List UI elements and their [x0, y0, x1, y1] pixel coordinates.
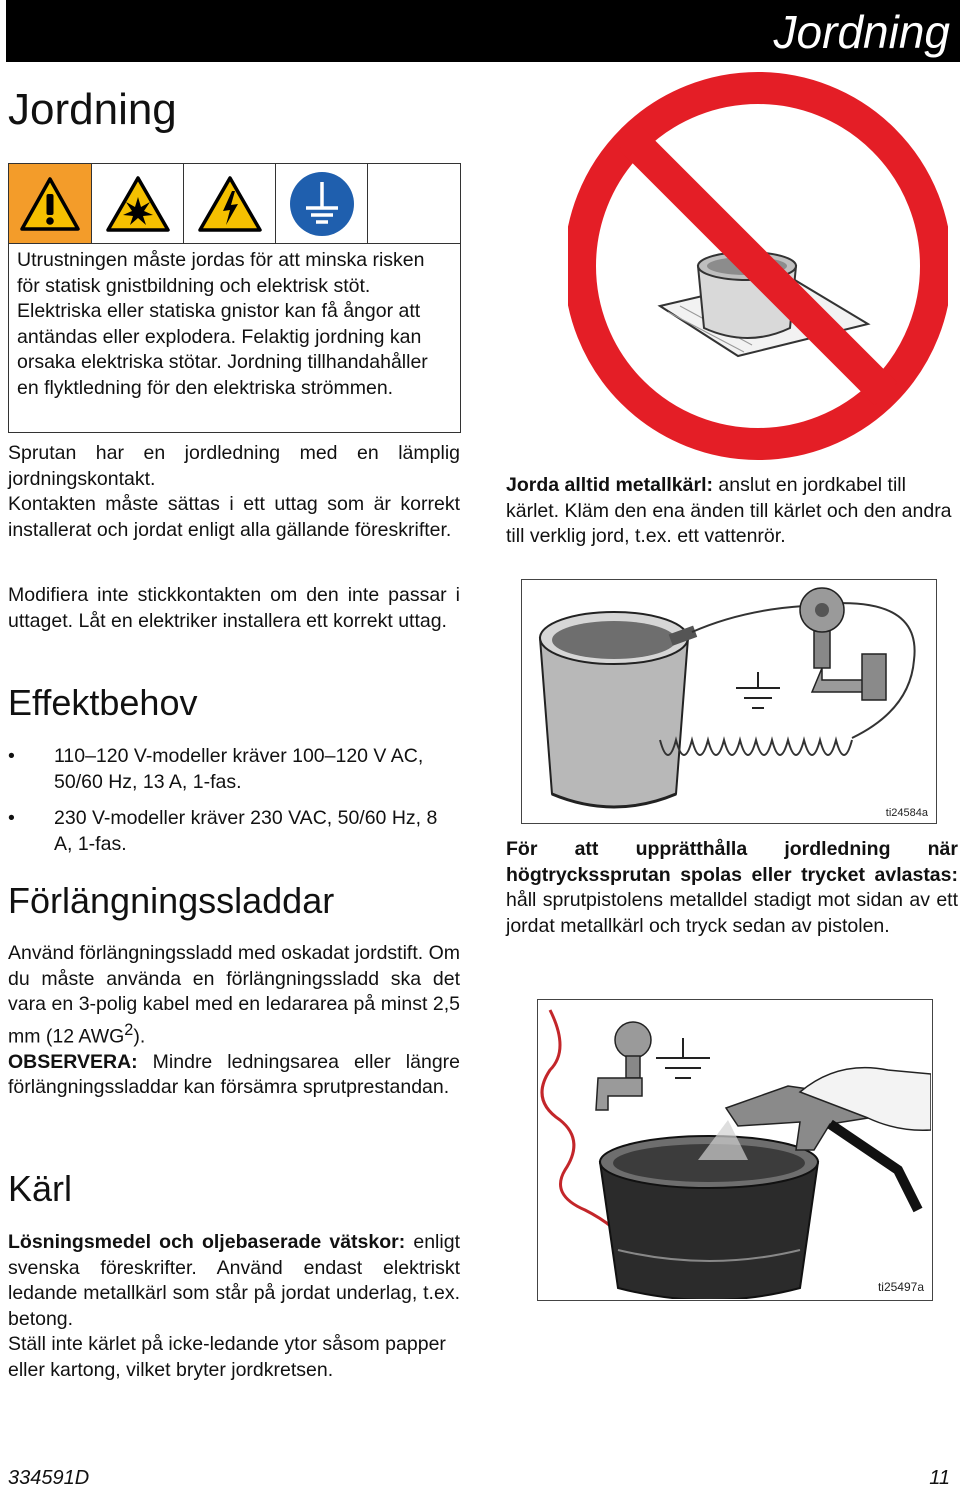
electric-shock-icon: [184, 164, 276, 243]
grounding-paragraph-3: Modifiera inte stickkontakten om den inte passar i uttaget. Låt en elektriker installera ett korrekt uttag.: [8, 584, 460, 632]
ground-pail-text: anslut en jordkabel till kärlet. Kläm den ena änden till kärlet och den andra till verklig jord, t.ex. ett vattenrör.: [506, 474, 952, 547]
power-heading: Effektbehov: [8, 682, 198, 723]
warning-icon-row: [9, 164, 460, 244]
doc-number: 334591D: [8, 1467, 90, 1489]
grounded-pail-figure: [521, 579, 937, 824]
header-title: Jordning: [773, 6, 950, 58]
grounding-paragraph-1: Sprutan har en jordledning med en lämplig jordningskontakt.: [8, 442, 460, 490]
spray-gun-pail-figure: [537, 999, 933, 1301]
flush-text: håll sprutpistolens metalldel stadigt mot sidan av ett jordat metallkärl och tryck sedan av pistolen.: [506, 889, 958, 937]
page-title: Jordning: [8, 85, 177, 134]
figure-tag: ti25497a: [877, 1280, 924, 1294]
figure-tag: ti24584a: [885, 807, 928, 819]
power-bullet-2: [8, 806, 458, 857]
pail-paragraph: [8, 1230, 460, 1383]
general-warning-icon: [9, 164, 92, 243]
extension-text-end: ).: [133, 1025, 146, 1047]
ground-pail-lead: Jorda alltid metallkärl:: [506, 474, 713, 496]
flush-lead: För att upprätthålla jordledning när högtryckssprutan spolas eller trycket avlastas:: [506, 838, 958, 886]
bullet-text: 110–120 V-modeller kräver 100–120 V AC, 50/60 Hz, 13 A, 1-fas.: [54, 745, 424, 793]
ground-symbol-icon: [276, 164, 368, 243]
extension-heading: Förlängningssladdar: [8, 880, 335, 921]
extension-paragraph: [8, 941, 460, 1101]
bullet-dot: •: [8, 745, 15, 767]
warning-box: [8, 163, 461, 433]
power-bullet-1: [8, 744, 458, 795]
grounding-paragraph-2: Kontakten måste sättas i ett uttag som är korrekt installerat och jordat enligt alla gällande föreskrifter.: [8, 493, 460, 541]
extension-text: Använd förlängningssladd med oskadat jordstift. Om du måste använda en förlängningssladd ska det vara en 3-polig kabel med en ledararea på minst 2,5 mm (12 AWG: [8, 942, 460, 1047]
prohibition-sign-illustration: [568, 66, 948, 466]
pail-lead: Lösningsmedel och oljebaserade vätskor:: [8, 1231, 406, 1253]
empty-icon-cell: [368, 164, 460, 243]
header-bar: [6, 0, 960, 62]
pail-text-2: Ställ inte kärlet på icke-ledande ytor såsom papper eller kartong, vilket bryter jordkretsen.: [8, 1333, 446, 1381]
page-number: 11: [929, 1467, 950, 1489]
note-label: OBSERVERA:: [8, 1050, 138, 1073]
pail-text-1: enligt svenska föreskrifter. Använd endast elektriskt ledande metallkärl som står på jordat underlag, t.ex. betong.: [8, 1231, 460, 1330]
superscript: 2: [124, 1020, 134, 1039]
explosion-hazard-icon: [92, 164, 184, 243]
note-text: Mindre ledningsarea eller längre förlängningssladdar kan försämra sprutprestandan.: [8, 1050, 460, 1098]
bullet-text: 230 V-modeller kräver 230 VAC, 50/60 Hz, 8 A, 1-fas.: [54, 807, 438, 855]
ground-pail-paragraph: [506, 473, 958, 550]
bullet-dot: •: [8, 807, 15, 829]
warning-text: Utrustningen måste jordas för att minska risken för statisk gnistbildning och elektrisk stöt. Elektriska eller statiska gnistor kan få ångor att antändas eller explodera. Felaktig jordning kan orsaka elektriska stötar. Jordning tillhandahåller en flyktledning för den elektriska strömmen.: [17, 249, 428, 399]
pail-heading: Kärl: [8, 1168, 73, 1209]
flush-paragraph: [506, 837, 958, 939]
